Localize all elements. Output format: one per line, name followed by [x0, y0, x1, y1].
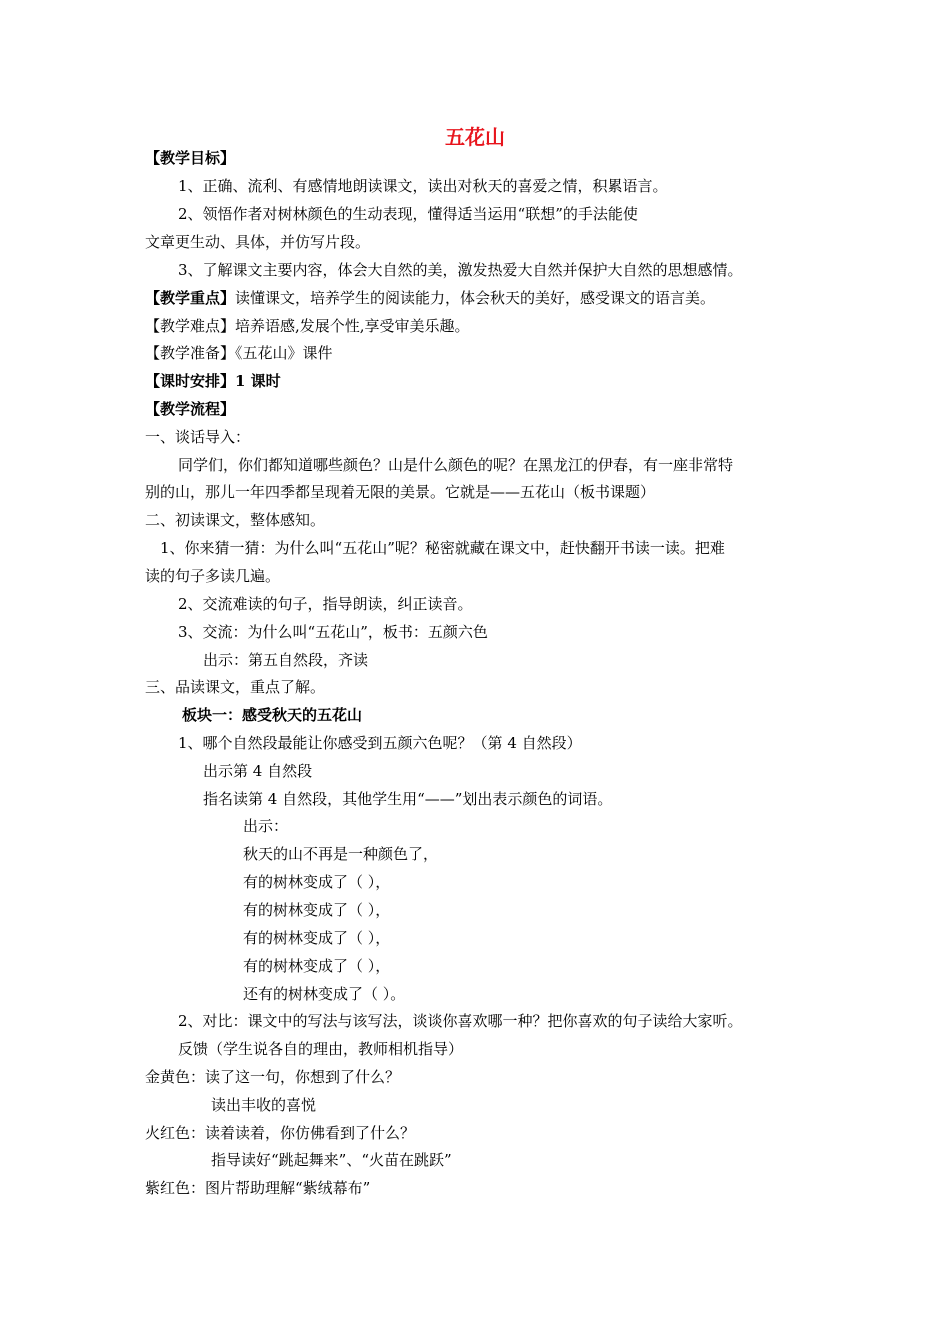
gold-question: 读了这一句，你想到了什么？ [205, 1068, 401, 1086]
red-line [145, 1123, 415, 1143]
key-points-label: 【教学重点】 [145, 289, 236, 307]
schedule-line [145, 371, 281, 391]
show-line-3: 有的树林变成了（ ）， [243, 901, 391, 919]
red-label: 火红色： [145, 1124, 206, 1142]
goal-item-1: 1、正确、流利、有感情地朗读课文，读出对秋天的喜爱之情，积累语言。 [178, 177, 668, 195]
difficulty-text: 培养语感,发展个性,享受审美乐趣。 [235, 317, 470, 335]
preparation-text: 《五花山》课件 [235, 344, 333, 362]
section-2-item-1: 1、你来猜一猜：为什么叫“五花山”呢？秘密就藏在课文中，赶快翻开书读一读。把难 [160, 539, 725, 557]
section-1-para: 同学们，你们都知道哪些颜色？山是什么颜色的呢？在黑龙江的伊春，有一座非常特 [178, 456, 734, 474]
difficulty-label: 【教学难点】 [145, 317, 236, 335]
section-3-item-1-sub-2: 指名读第 4 自然段，其他学生用“——”划出表示颜色的词语。 [203, 790, 613, 808]
section-2-heading: 二、初读课文，整体感知。 [145, 511, 326, 529]
show-line-2: 有的树林变成了（ ）， [243, 873, 391, 891]
show-line-5: 有的树林变成了（ ）， [243, 957, 391, 975]
show-line-6: 还有的树林变成了（ ）。 [243, 985, 406, 1003]
red-question: 读着读着，你仿佛看到了什么？ [205, 1124, 416, 1142]
section-3-item-1-sub-1: 出示第 4 自然段 [203, 762, 313, 780]
purple-label: 紫红色： [145, 1179, 206, 1197]
section-2-item-1-cont: 读的句子多读几遍。 [145, 567, 281, 585]
goal-item-2: 2、领悟作者对树林颜色的生动表现，懂得适当运用“联想”的手法能使 [178, 205, 638, 223]
show-label: 出示： [243, 817, 289, 835]
purple-line [145, 1178, 370, 1198]
block-1-heading: 板块一：感受秋天的五花山 [182, 706, 363, 724]
document-title: 五花山 [445, 125, 505, 149]
goal-item-3: 3、了解课文主要内容，体会大自然的美，激发热爱大自然并保护大自然的思想感情。 [178, 261, 743, 279]
difficulty-line [145, 316, 470, 336]
section-2-item-2: 2、交流难读的句子，指导朗读，纠正读音。 [178, 595, 473, 613]
gold-label: 金黄色： [145, 1068, 206, 1086]
section-3-item-1: 1、哪个自然段最能让你感受到五颜六色呢？（第 4 自然段） [178, 734, 582, 752]
schedule-text: 1 课时 [235, 372, 281, 390]
section-3-heading: 三、品读课文，重点了解。 [145, 678, 326, 696]
purple-question: 图片帮助理解“紫绒幕布” [205, 1179, 371, 1197]
section-1-para-cont: 别的山，那儿一年四季都呈现着无限的美景。它就是——五花山（板书课题） [145, 483, 656, 501]
section-3-item-2: 2、对比：课文中的写法与该写法，谈谈你喜欢哪一种？把你喜欢的句子读给大家听。 [178, 1012, 743, 1030]
feedback-line: 反馈（学生说各自的理由，教师相机指导） [178, 1040, 464, 1058]
red-answer: 指导读好“跳起舞来”、“火苗在跳跃” [211, 1151, 452, 1169]
gold-line [145, 1067, 400, 1087]
section-1-heading: 一、谈话导入： [145, 428, 251, 446]
process-heading: 【教学流程】 [145, 400, 236, 418]
section-2-item-3-sub: 出示：第五自然段，齐读 [203, 651, 369, 669]
key-points-text: 读懂课文，培养学生的阅读能力，体会秋天的美好，感受课文的语言美。 [235, 289, 716, 307]
goal-item-2-cont: 文章更生动、具体，并仿写片段。 [145, 233, 371, 251]
schedule-label: 【课时安排】 [145, 372, 236, 390]
preparation-line [145, 343, 333, 363]
key-points-line [145, 288, 715, 308]
gold-answer: 读出丰收的喜悦 [211, 1096, 317, 1114]
preparation-label: 【教学准备】 [145, 344, 236, 362]
show-line-1: 秋天的山不再是一种颜色了， [243, 845, 439, 863]
show-line-4: 有的树林变成了（ ）， [243, 929, 391, 947]
goals-heading: 【教学目标】 [145, 149, 236, 167]
section-2-item-3: 3、交流：为什么叫“五花山”，板书：五颜六色 [178, 623, 488, 641]
